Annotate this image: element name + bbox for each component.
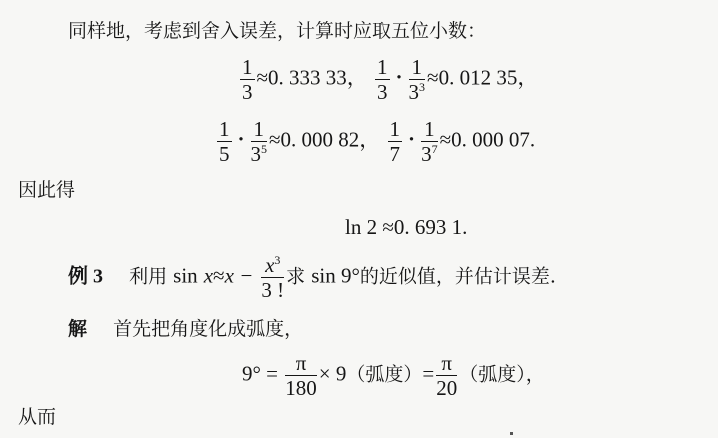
denominator: 5 [219,142,230,167]
numerator: 1 [219,117,230,141]
approx-sign: ≈ [382,215,394,239]
pi-over-20 [436,352,457,399]
intro-sentence: 同样地，考虑到舍入误差，计算时应取五位小数： [68,20,487,42]
den-base: 3 [408,80,420,105]
x-cubed-over-3-factorial [261,254,284,301]
numerator: 1 [251,118,268,142]
variable-x: x [203,263,214,288]
sin-9-degrees: sin 9° [311,263,360,288]
example-3 [68,254,556,301]
denominator: 20 [436,376,458,401]
ln2-expression: ln 2 [345,215,378,239]
approx-sign: ≈ [439,127,452,152]
sin-function: sin [173,263,198,288]
den-exponent: 3 [419,80,426,95]
therefore-label: 因此得 [18,179,76,201]
radian-unit: （弧度） [346,363,423,386]
fraction-1-over-3 [240,56,255,103]
therefore-text [18,181,75,200]
equals-sign: = [422,361,435,386]
solution-label: 解 [68,318,88,340]
approx-sign: ≈ [427,65,439,90]
solution-intro [68,320,303,339]
denominator [409,80,426,103]
numerator: π [285,352,317,376]
den-base: 3 [421,142,432,167]
denominator: 180 [285,376,317,401]
value-1: 0. 333 33， [268,65,368,90]
ln2-value: 0. 693 1. [393,215,468,239]
approx-sign: ≈ [256,65,269,90]
example-label: 例 3 [68,265,103,288]
multiply-dot: · [395,65,403,90]
intro-text [68,22,486,41]
den-base: 3 [250,142,262,167]
approx-sign: ≈ [269,127,281,152]
numerator [261,254,284,278]
denominator: 3 [377,80,388,105]
value-2: 0. 000 07. [451,127,536,152]
value-2: 0. 012 35， [438,65,539,90]
value-1: 0. 000 82， [280,127,381,152]
solution-text: 首先把角度化成弧度， [113,318,304,340]
radian-unit: （弧度）， [459,363,545,386]
thus-label: 从而 [18,406,57,428]
fraction-1-over-3-cubed [409,56,426,103]
num-base: x [265,253,275,277]
numerator: 1 [421,118,438,142]
numerator: 1 [377,55,388,79]
numerator: π [436,352,457,376]
denominator [251,142,268,165]
denominator [421,142,438,165]
multiply-dot: · [408,127,416,152]
fraction-1-over-7 [388,118,403,165]
equation-2 [215,118,535,165]
fraction-1-over-3-pow5 [251,118,268,165]
fraction-1-over-5 [217,118,232,165]
equation-1 [238,56,538,103]
denominator: 3 ! [261,278,285,303]
x-minus: x − [224,263,254,288]
denominator: 3 [242,80,253,105]
fraction-1-over-3-b [375,56,390,103]
num-exponent: 3 [274,253,281,267]
equation-4 [242,352,545,399]
thus-text [18,408,56,427]
numerator: 1 [409,56,426,80]
page-mark [510,432,513,435]
example-rest-text: 的近似值，并估计误差. [359,265,556,288]
fraction-1-over-3-pow7 [421,118,438,165]
den-exponent: 7 [431,142,438,157]
nine-degrees: 9° = [242,361,278,386]
times-nine: × 9 [318,361,347,386]
approx-sign: ≈ [213,263,225,288]
numerator: 1 [242,55,253,79]
numerator: 1 [389,117,401,141]
example-use-text: 利用 [129,265,168,288]
pi-over-180 [285,352,317,399]
den-exponent: 5 [261,142,268,157]
denominator: 7 [389,142,401,167]
multiply-dot: · [237,127,245,152]
equation-3 [345,217,467,238]
example-ask-text: 求 [286,265,306,288]
